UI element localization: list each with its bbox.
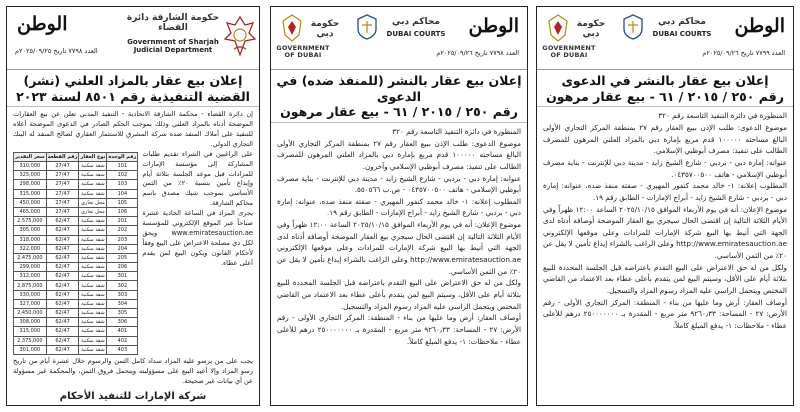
table-cell: 302 bbox=[107, 281, 138, 290]
gov-arabic: حكومة الشارقة دائرة القضاء bbox=[126, 13, 220, 34]
issue-line: العدد ٧٧٩٩ تاريخ ٢٠٢٥/٠٩/٢٦م bbox=[702, 49, 785, 57]
table-cell: 102 bbox=[107, 171, 138, 180]
table-cell: 402 bbox=[107, 336, 138, 345]
table-row bbox=[14, 217, 138, 226]
table-cell: 27/47 bbox=[46, 207, 79, 216]
table-cell: 322,000 bbox=[14, 244, 47, 253]
title-line-1: إعلان بيع عقار بالنشر (للمنفذ ضده) في الدعوى bbox=[276, 73, 522, 104]
table-row bbox=[14, 207, 138, 216]
notice-paragraph: ولكل من له حق الاعتراض على البيع التقدم باعتراضه قبل الجلسة المحددة للبيع بثلاثة أيام على الأقل، وسيتم البيع لمن يتقدم بأعلى عطاء بعد الاعتماد من القاضي المختص ويتحمل الراسي عليه المزاد رسوم المزاد والتسجيل. bbox=[543, 262, 787, 296]
notice-body bbox=[537, 107, 793, 331]
table-cell: 308,000 bbox=[14, 318, 47, 327]
table-row bbox=[14, 299, 138, 308]
table-cell: 205 bbox=[107, 253, 138, 262]
table-cell: 27/47 bbox=[46, 180, 79, 189]
table-cell: 401 bbox=[107, 327, 138, 336]
table-cell: شقة سكنية bbox=[79, 171, 107, 180]
table-cell: 2,375,000 bbox=[14, 336, 47, 345]
table-cell: 101 bbox=[107, 162, 138, 171]
notice-paragraph: موضوع الإعلان: أنه في يوم الأربعاء الموافق ٢٠٢٥/١٠/١٥ الساعة ١٢:٠٠ ظهراً وفي الأيام الثلاثة التالية إن اقتضى الحال سيجري بيع العقار الموضحة أوصافه أدناه لدى الجهة التي أنيط بها البيع شركة الإمارات للمزادات وعلى موقعها الإلكتروني http://www.emiratesauction.ae وعلى الراغب بالشراء إيداع تأمين لا يقل عن ٢٠٪ من الثمن الأساسي. bbox=[277, 220, 521, 276]
table-cell: 318,000 bbox=[14, 235, 47, 244]
clipping-header bbox=[271, 7, 527, 70]
table-cell: 62/47 bbox=[46, 235, 79, 244]
dubai-gov-arabic: حكومة دبي bbox=[576, 19, 606, 40]
table-cell: 204 bbox=[107, 244, 138, 253]
table-cell: 62/47 bbox=[46, 327, 79, 336]
table-row bbox=[14, 171, 138, 180]
table-row bbox=[14, 226, 138, 235]
table-cell: 465,000 bbox=[14, 207, 47, 216]
table-cell: شقة سكنية bbox=[79, 253, 107, 262]
table-cell: 202 bbox=[107, 226, 138, 235]
notice-paragraph: أوصاف العقار: أرض وما عليها من بناء - المنطقة: المركز التجاري الأولى - رقم الأرض: ٢٧ - المساحة: ٩٢٦٠٫٣٣ متر مربع - المقدرة بـ ٢٥٠٠٠٠٠٠٠ درهم للأعلى عطاء - ملاحظات: ١- يدفع المبلغ كاملاً. bbox=[277, 313, 521, 346]
sharjah-emblem-icon bbox=[223, 15, 257, 59]
dubai-gov-arabic: حكومة دبي bbox=[310, 19, 340, 40]
table-row bbox=[14, 235, 138, 244]
table-cell: 27/47 bbox=[46, 198, 79, 207]
table-cell: 62/47 bbox=[46, 281, 79, 290]
table-row bbox=[14, 189, 138, 198]
table-cell: 104 bbox=[107, 189, 138, 198]
dubai-government-label bbox=[273, 45, 333, 60]
table-row bbox=[14, 327, 138, 336]
table-cell: 299,000 bbox=[14, 263, 47, 272]
table-row bbox=[14, 290, 138, 299]
table-row bbox=[14, 162, 138, 171]
notice-paragraph: إن دائرة القضاء - محكمة الشارقة الاتحادية - التنفيذ المدني تعلن عن بيع العقارات الموضحة أدناه بالمزاد العلني وذلك بموجب الحكم الصادر في الدعوى الموضحة أعلاه للتنفيذ على أملاك المنفذ ضده شركة المشرق للاستثمار العقاري لصالح المنفذ له البنك التجاري الدولي. bbox=[13, 110, 253, 148]
table-cell: شقة سكنية bbox=[79, 217, 107, 226]
table-cell: 62/47 bbox=[46, 217, 79, 226]
clipping-header bbox=[7, 7, 259, 70]
table-cell: 62/47 bbox=[46, 244, 79, 253]
table-row bbox=[14, 180, 138, 189]
dubai-gov-emblem-icon bbox=[545, 13, 571, 43]
table-cell: 27/47 bbox=[46, 171, 79, 180]
table-cell: شقة سكنية bbox=[79, 327, 107, 336]
table-cell: 2,450,000 bbox=[14, 309, 47, 318]
gov-english: GOVERNMENT OF DUBAI bbox=[276, 44, 330, 60]
table-cell: شقة سكنية bbox=[79, 299, 107, 308]
table-cell: شقة سكنية bbox=[79, 235, 107, 244]
table-row bbox=[14, 272, 138, 281]
table-row bbox=[14, 336, 138, 345]
courts-arabic: محاكم دبي bbox=[658, 17, 706, 27]
title-line-2: القضية التنفيذية رقم ٨٥٠١ لسنة ٢٠٢٣ bbox=[16, 88, 250, 104]
title-line-2: رقم ٢٥٠ / ٢٠١٥ / ٦١ - بيع عقار مرهون bbox=[280, 104, 518, 120]
dubai-government-label bbox=[539, 45, 599, 60]
table-cell: 330,000 bbox=[14, 290, 47, 299]
clipping-dubai-1 bbox=[270, 6, 528, 406]
notice-paragraph: المطلوب إعلانه: ١- خالد محمد كنفور المهيري - صفته منفذ ضده، عنوانه: إمارة دبي - بردبي - شارع الشيخ زايد - أبراج الإمارات - الطابق رقم ١٩. bbox=[543, 181, 787, 202]
table-cell: 306 bbox=[107, 318, 138, 327]
table-cell: 106 bbox=[107, 207, 138, 216]
signature: شركة الإمارات للتنفيذ الأحكام bbox=[59, 390, 207, 402]
table-cell: شقة سكنية bbox=[79, 244, 107, 253]
table-cell: شقة سكنية bbox=[79, 226, 107, 235]
dubai-courts-label bbox=[381, 17, 451, 38]
courts-arabic: محاكم دبي bbox=[392, 17, 440, 27]
gov-english: GOVERNMENT OF DUBAI bbox=[542, 44, 596, 60]
table-cell: 62/47 bbox=[46, 345, 79, 354]
notice-paragraph: عنوانه: إمارة دبي - بردبي - شارع الشيخ زايد - مدينة دبي للإنترنت - بناية مصرف أبوظبي الإسلامي - هاتف ٠٤٣٥٧٠٠٥٠٠. bbox=[543, 157, 787, 179]
notice-title bbox=[271, 70, 527, 123]
table-cell: 298,000 bbox=[14, 180, 47, 189]
table-cell: 62/47 bbox=[46, 309, 79, 318]
newspaper-masthead: الوطن bbox=[468, 15, 519, 37]
table-header: رقم القطعة bbox=[47, 153, 78, 160]
table-cell: 325,000 bbox=[14, 171, 47, 180]
dubai-gov-emblem-icon bbox=[279, 13, 305, 43]
table-cell: 62/47 bbox=[46, 272, 79, 281]
notice-paragraph: موضوع الدعوى: طلب الإذن ببيع العقار رقم ٢٧ بمنطقة المركز التجاري الأولى البالغ مساحته ١٠٠٠٠٠ قدم مربع بإمارة دبي بالمزاد العلني المرهون للمصرف الطالب على تنفيذ: مصرف أبوظبي الإسلامي وآخرون. bbox=[277, 138, 521, 171]
table-cell: 2,575,000 bbox=[14, 217, 47, 226]
table-header: رقم الوحدة bbox=[108, 153, 137, 160]
courts-english: DUBAI COURTS bbox=[386, 30, 446, 39]
table-cell: شقة سكنية bbox=[79, 345, 107, 354]
notice-paragraph: المنظورة في دائرة التنفيذ التاسعة رقم ٣٢٠ bbox=[392, 126, 521, 136]
table-cell: 206 bbox=[107, 263, 138, 272]
table-cell: شقة سكنية bbox=[79, 336, 107, 345]
table-cell: 312,000 bbox=[14, 272, 47, 281]
table-cell: 327,000 bbox=[14, 299, 47, 308]
table-cell: 450,000 bbox=[14, 198, 47, 207]
table-cell: 62/47 bbox=[46, 253, 79, 262]
table-cell: 2,475,000 bbox=[14, 253, 47, 262]
table-cell: 310,000 bbox=[14, 162, 47, 171]
table-cell: 27/47 bbox=[46, 189, 79, 198]
table-cell: 303 bbox=[107, 290, 138, 299]
dubai-courts-emblem-icon bbox=[621, 13, 645, 41]
clipping-header bbox=[537, 7, 793, 70]
table-cell: شقة سكنية bbox=[79, 272, 107, 281]
table-row bbox=[14, 281, 138, 290]
notice-body bbox=[271, 123, 527, 347]
table-cell: 62/47 bbox=[46, 290, 79, 299]
notice-paragraph: موضوع الدعوى: طلب الإذن ببيع العقار رقم ٢٧ بمنطقة المركز التجاري الأولى البالغ مساحته ١٠٠٠٠٠ قدم مربع بإمارة دبي بالمزاد العلني المرهون للمصرف الطالب على تنفيذ: مصرف أبوظبي الإسلامي. bbox=[543, 122, 787, 156]
clipping-sharjah bbox=[6, 6, 260, 406]
notice-paragraph: ولكل من له حق الاعتراض على البيع التقدم باعتراضه قبل الجلسة المحددة للبيع بثلاثة أيام على الأقل، وسيتم البيع لمن يتقدم بأعلى عطاء بعد الاعتماد من القاضي المختص ويتحمل الراسي عليه المزاد رسوم المزاد والتسجيل. bbox=[277, 278, 521, 311]
gov-english-2: Judicial Department bbox=[133, 45, 213, 54]
table-cell: شقة سكنية bbox=[79, 290, 107, 299]
table-cell: 203 bbox=[107, 235, 138, 244]
auction-table bbox=[13, 152, 138, 355]
issue-line: العدد ٧٧٩٨ تاريخ ٢٠٢٥/٠٩/٢٥م bbox=[15, 47, 98, 55]
table-cell: 62/47 bbox=[46, 299, 79, 308]
table-row bbox=[14, 309, 138, 318]
table-cell: شقة سكنية bbox=[79, 180, 107, 189]
table-cell: شقة سكنية bbox=[79, 309, 107, 318]
table-row bbox=[14, 345, 138, 354]
notice-paragraph: المنظورة في دائرة التنفيذ التاسعة رقم ٣٢٠ bbox=[658, 111, 787, 121]
notice-title bbox=[537, 70, 793, 107]
table-cell: 301,000 bbox=[14, 345, 47, 354]
table-cell: 403 bbox=[107, 345, 138, 354]
table-cell: شقة سكنية bbox=[79, 189, 107, 198]
notice-body bbox=[7, 107, 259, 403]
notice-paragraph: على الراغبين في الشراء تقديم طلبات المشاركة إلى مؤسسة الإمارات للمزادات قبل موعد الجلسة بثلاثة أيام وإيداع تأمين بنسبة ٢٠٪ من الثمن الأساسي بموجب شيك مصدق باسم محاكم الشارقة. bbox=[142, 149, 254, 208]
table-cell: 201 bbox=[107, 217, 138, 226]
table-cell: شقة سكنية bbox=[79, 281, 107, 290]
table-cell: 315,000 bbox=[14, 327, 47, 336]
table-cell: 2,875,000 bbox=[14, 281, 47, 290]
table-row bbox=[14, 198, 138, 207]
table-cell: محل تجاري bbox=[79, 207, 107, 216]
dubai-courts-emblem-icon bbox=[355, 13, 379, 41]
table-cell: شقة سكنية bbox=[79, 318, 107, 327]
table-row bbox=[14, 253, 138, 262]
courts-english: DUBAI COURTS bbox=[652, 30, 712, 39]
clipping-dubai-2 bbox=[536, 6, 794, 406]
table-cell: 304 bbox=[107, 299, 138, 308]
title-line-1: إعلان بيع عقار بالنشر في الدعوى bbox=[561, 73, 769, 88]
notice-paragraph: عنوانه: إمارة دبي - بردبي - شارع الشيخ زايد - مدينة دبي للإنترنت - بناية مصرف أبوظبي الإسلامي - هاتف ٠٤٣٥٧٠٠٥٠٠ - ص.ب ٥٥٠٥٦٦. bbox=[277, 173, 521, 195]
table-header-row bbox=[14, 152, 138, 161]
newspaper-masthead: الوطن bbox=[734, 15, 785, 37]
table-cell: 105 bbox=[107, 198, 138, 207]
notice-paragraph: يجرى المزاد في الساعة الحادية عشرة صباحاً عبر الموقع الإلكتروني للمؤسسة www.emiratesauction.ae ويحق لكل ذي مصلحة الاعتراض على البيع وفقاً لأحكام القانون ويكون البيع لمن يقدم أعلى عطاء. bbox=[142, 209, 253, 267]
table-cell: شقة سكنية bbox=[79, 263, 107, 272]
title-line-1: إعلان بيع عقار بالمزاد العلني (نشر) bbox=[23, 73, 243, 88]
table-header: نوع العقار bbox=[80, 153, 106, 160]
sharjah-government-label bbox=[125, 13, 221, 54]
table-cell: 62/47 bbox=[46, 318, 79, 327]
notice-paragraph: موضوع الإعلان: أنه في يوم الأربعاء الموافق ٢٠٢٥/١٠/١٥ الساعة ١٢:٠٠ ظهراً وفي الأيام الثلاثة التالية إن اقتضى الحال سيجري بيع العقار الموضحة أوصافه أدناه لدى الجهة التي أنيط بها البيع شركة الإمارات للمزادات وعلى موقعها الإلكتروني http://www.emiratesauction.ae وعلى الراغب بالشراء إيداع تأمين لا يقل عن ٢٠٪ من الثمن الأساسي. bbox=[543, 204, 787, 261]
table-cell: 27/47 bbox=[46, 162, 79, 171]
table-cell: 62/47 bbox=[46, 226, 79, 235]
table-cell: شقة سكنية bbox=[79, 162, 107, 171]
table-cell: 305,000 bbox=[14, 226, 47, 235]
table-cell: 62/47 bbox=[46, 263, 79, 272]
auction-table-body bbox=[14, 162, 138, 355]
table-row bbox=[14, 244, 138, 253]
table-row bbox=[14, 318, 138, 327]
table-cell: 62/47 bbox=[46, 336, 79, 345]
table-cell: 103 bbox=[107, 180, 138, 189]
notice-title bbox=[7, 70, 259, 107]
gov-english-1: Government of Sharjah bbox=[127, 37, 219, 46]
newspaper-masthead: الوطن bbox=[17, 13, 68, 35]
issue-line: العدد ٧٧٩٨ تاريخ ٢٠٢٥/٠٩/٢٦م bbox=[436, 49, 519, 57]
dubai-courts-label bbox=[647, 17, 717, 38]
title-line-2: رقم ٢٥٠ / ٢٠١٥ / ٦١ - بيع عقار مرهون bbox=[546, 88, 784, 104]
notice-paragraph: المطلوب إعلانه: ١- خالد محمد كنفور المهيري - صفته منفذ ضده، عنوانه: إمارة دبي - بردبي - شارع الشيخ زايد - أبراج الإمارات - الطابق رقم ١٩. bbox=[277, 196, 521, 218]
notice-paragraph: أوصاف العقار: أرض وما عليها من بناء - المنطقة: المركز التجاري الأولى - رقم الأرض: ٢٧ - المساحة: ٩٢٦٠٫٣٣ متر مربع - المقدرة بـ ٢٥٠٠٠٠٠٠٠ درهم للأعلى عطاء - ملاحظات: ١- يدفع المبلغ كاملاً. bbox=[543, 297, 787, 331]
table-cell: 315,000 bbox=[14, 189, 47, 198]
notice-paragraph: يجب على من يرسو عليه المزاد سداد كامل الثمن والرسوم خلال عشرة أيام من تاريخ رسو المزاد وإلا أعيد البيع على مسؤوليته ويتحمل فروق الثمن، والمحكمة غير مسؤولة عن أي بيانات غير صحيحة. bbox=[13, 356, 253, 385]
table-cell: 301 bbox=[107, 272, 138, 281]
table-cell: محل تجاري bbox=[79, 198, 107, 207]
table-row bbox=[14, 263, 138, 272]
table-header: سعر التقدير bbox=[15, 153, 45, 160]
table-cell: 305 bbox=[107, 309, 138, 318]
